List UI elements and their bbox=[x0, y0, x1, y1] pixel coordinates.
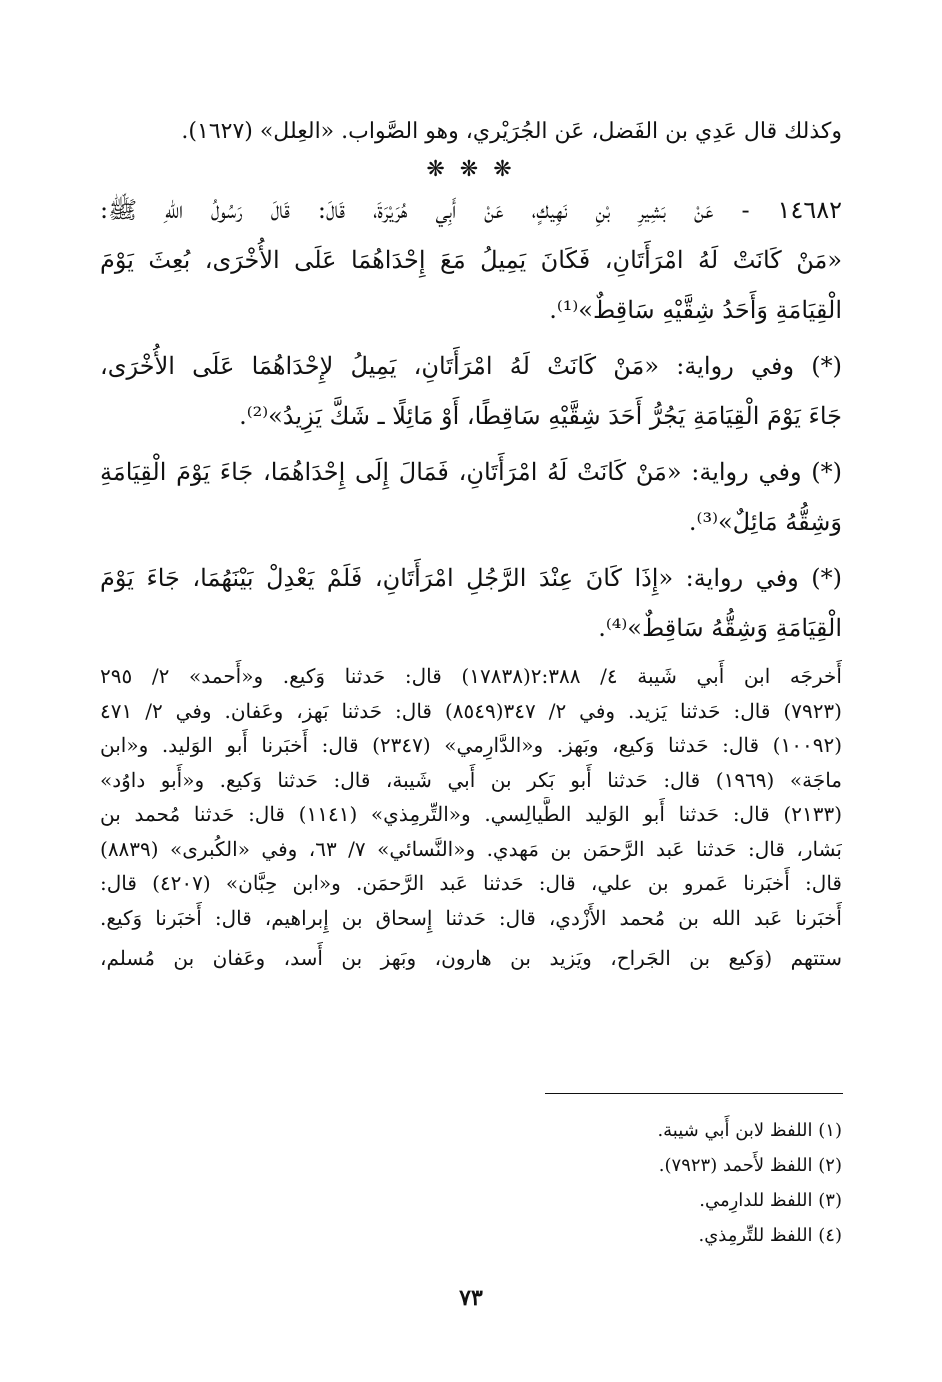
page-number: ٧٣ bbox=[459, 1285, 483, 1311]
hadith-line: الْقِيَامَةِ وَأَحَدُ شِقَّيْهِ سَاقِطٌ»⁽¹⁾. bbox=[549, 296, 842, 324]
riwaya-block-2 bbox=[100, 447, 842, 547]
footnote: (٤) اللفظ للتِّرمِذي. bbox=[698, 1225, 842, 1246]
takhrij-line: أَخرجَه ابن أَبي شَيبة ٤/ ٢:٣٨٨(١٧٨٣٨) قال: حَدثنا وَكيع. و«أَحمد» ٢/ ٢٩٥ bbox=[100, 664, 842, 688]
takhrij-line: قال: أَخبَرنا عَمرو بن علي، قال: حَدثنا عَبد الرَّحمَن. و«ابن حِبَّان» (٤٢٠٧) قال: bbox=[100, 871, 842, 895]
riwaya-block-3 bbox=[100, 553, 842, 653]
riwaya-line: (*) وفي رواية: «مَنْ كَانَتْ لَهُ امْرَأَتَانِ، يَمِيلُ لإِحْدَاهُمَا عَلَى الأُخْرَى، bbox=[100, 352, 842, 380]
riwaya-line: (*) وفي رواية: «مَنْ كَانَتْ لَهُ امْرَأَتَانِ، فَمَالَ إِلَى إِحْدَاهُمَا، جَاءَ يَوْمَ الْقِيَامَةِ bbox=[100, 458, 842, 486]
takhrij-line: ماجَة» (١٩٦٩) قال: حَدثنا أَبو بَكر بن أَبي شَيبة، قال: حَدثنا وَكيع. و«أَبو داوُد» bbox=[100, 767, 842, 792]
footnote: (٣) اللفظ للدارِمي. bbox=[699, 1190, 842, 1211]
riwaya-line: الْقِيَامَةِ وَشِقُّهُ سَاقِطٌ»⁽⁴⁾. bbox=[598, 614, 842, 642]
footnote: (١) اللفظ لابن أَبي شيبة. bbox=[657, 1120, 842, 1141]
hadith-block bbox=[100, 185, 842, 335]
takhrij-line: (٢١٣٣) قال: حَدثنا أَبو الوَليد الطَّيالِسي. و«التِّرمِذي» (١١٤١) قال: حَدثنا مُحمد بن bbox=[100, 802, 842, 826]
riwaya-line: جَاءَ يَوْمَ الْقِيَامَةِ يَجُرُّ أَحَدَ شِقَّيْهِ سَاقِطًا، أَوْ مَائِلًا ـ شَكَّ يَزِيدُ»⁽²⁾. bbox=[239, 402, 842, 430]
riwaya-block-1 bbox=[100, 341, 842, 441]
hadith-line: «مَنْ كَانَتْ لَهُ امْرَأَتَانِ، فَكَانَ يَمِيلُ مَعَ إِحْدَاهُمَا عَلَى الأُخْرَى، بُعِثَ يَوْمَ bbox=[100, 246, 842, 274]
page-body bbox=[100, 108, 842, 976]
footnotes bbox=[442, 1113, 842, 1253]
footnote: (٢) اللفظ لأَحمد (٧٩٢٣). bbox=[658, 1155, 842, 1176]
takhrij-line: (٧٩٢٣) قال: حَدثنا يَزيد. وفي ٢/ ٣٤٧(٨٥٤٩) قال: حَدثنا بَهز، وعَفان. وفي ٢/ ٤٧١ bbox=[100, 698, 842, 723]
takhrij-line: (١٠٠٩٢) قال: حَدثنا وَكيع، وبَهز. و«الدَّارِمي» (٢٣٤٧) قال: أَخبَرنا أَبو الوَليد. و«ابن bbox=[100, 733, 842, 757]
hadith-line: ١٤٦٨٢ - عَنْ بَشِيرِ بْنِ نَهِيكٍ، عَنْ أَبِي هُرَيْرَةَ، قَالَ: قَالَ رَسُولُ اللهِ ﷺ: bbox=[100, 196, 842, 224]
takhrij-line: أَخبَرنا عَبد الله بن مُحمد الأَزْدي، قال: حَدثنا إِسحاق بن إِبراهيم، قال: أَخبَرنا وَكيع. bbox=[100, 905, 842, 930]
intro-line: وكذلك قال عَدِي بن الفَضل، عَن الجُرَيْري، وهو الصَّواب. «العِلل» (١٦٢٧). bbox=[181, 119, 842, 144]
riwaya-line: وَشِقُّهُ مَائِلٌ»⁽³⁾. bbox=[688, 508, 842, 536]
footnote-divider bbox=[545, 1093, 843, 1094]
section-separator: ❋ ❋ ❋ bbox=[426, 157, 516, 182]
narrators-line: ستتهم (وَكيع بن الجَراح، ويَزيد بن هارون، وبَهز بن أَسد، وعَفان بن مُسلم، bbox=[100, 946, 842, 970]
takhrij-line: بَشار، قال: حَدثنا عَبد الرَّحمَن بن مَهدي. و«النَّسائي» ٧/ ٦٣، وفي «الكُبرى» (٨٨٣٩) bbox=[100, 836, 842, 861]
takhrij-block bbox=[100, 659, 842, 935]
riwaya-line: (*) وفي رواية: «إِذَا كَانَ عِنْدَ الرَّجُلِ امْرَأَتَانِ، فَلَمْ يَعْدِلْ بَيْنَهُمَا، جَاءَ يَوْمَ bbox=[100, 564, 842, 592]
